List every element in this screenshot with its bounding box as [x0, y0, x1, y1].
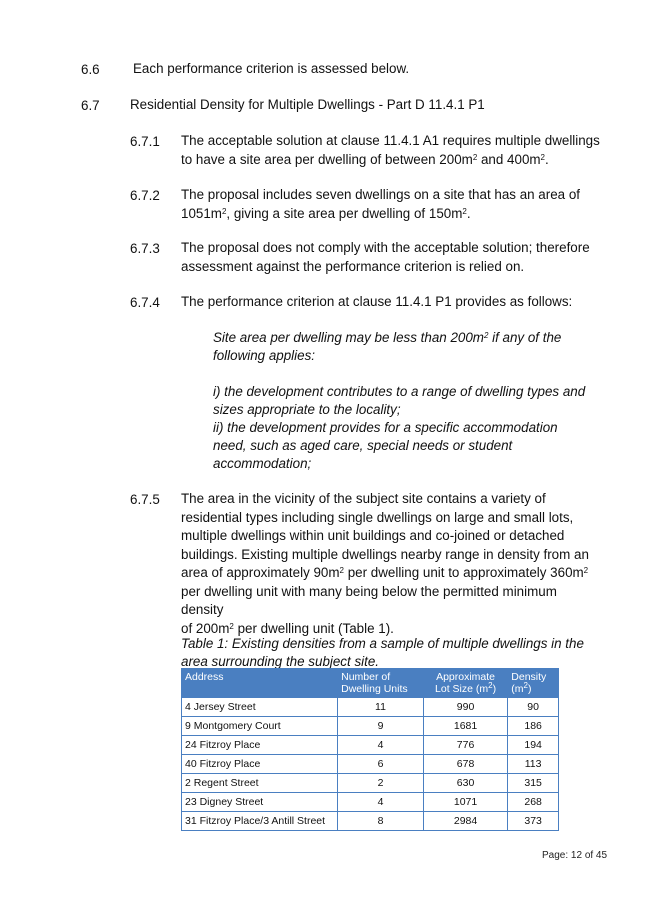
section-6-7-heading: Residential Density for Multiple Dwellings - Part D 11.4.1 P1	[130, 97, 485, 112]
cell-density: 186	[508, 717, 559, 736]
table-row	[182, 812, 559, 831]
cell-lot-size: 630	[423, 774, 507, 793]
cell-address: 4 Jersey Street	[182, 698, 338, 717]
cell-density: 268	[508, 793, 559, 812]
section-number-6-7-3: 6.7.3	[130, 241, 160, 256]
section-6-7-2-text: The proposal includes seven dwellings on a site that has an area of $1051m^2$, giving a site area per dwelling of $150m^2$.	[181, 187, 580, 221]
table-row	[182, 755, 559, 774]
cell-lot-size: 776	[423, 736, 507, 755]
table-caption: Table 1: Existing densities from a sample of multiple dwellings in the area surrounding the subject site.	[181, 636, 584, 669]
table-row	[182, 793, 559, 812]
cell-units: 4	[338, 736, 424, 755]
cell-lot-size: 678	[423, 755, 507, 774]
cell-units: 9	[338, 717, 424, 736]
cell-units: 8	[338, 812, 424, 831]
table-header-row	[182, 669, 559, 698]
header-dwelling-units: Number of Dwelling Units	[338, 669, 424, 698]
cell-units: 2	[338, 774, 424, 793]
cell-density: 315	[508, 774, 559, 793]
cell-units: 4	[338, 793, 424, 812]
section-number-6-7-4: 6.7.4	[130, 295, 160, 310]
section-number-6-7: 6.7	[81, 98, 100, 113]
cell-lot-size: 1071	[423, 793, 507, 812]
header-density: Density $(m^2)$	[508, 669, 559, 698]
page-number-footer: Page: 12 of 45	[542, 850, 608, 861]
table-row	[182, 736, 559, 755]
cell-address: 2 Regent Street	[182, 774, 338, 793]
section-number-6-7-2: 6.7.2	[130, 188, 160, 203]
cell-lot-size: 990	[423, 698, 507, 717]
section-6-6-text: Each performance criterion is assessed below.	[133, 61, 410, 76]
section-6-7-3-text: The proposal does not comply with the acceptable solution; therefore assessment against the performance criterion is relied on.	[181, 240, 590, 274]
cell-density: 373	[508, 812, 559, 831]
cell-address: 23 Digney Street	[182, 793, 338, 812]
cell-density: 90	[508, 698, 559, 717]
cell-address: 24 Fitzroy Place	[182, 736, 338, 755]
cell-lot-size: 2984	[423, 812, 507, 831]
table-row	[182, 698, 559, 717]
cell-address: 9 Montgomery Court	[182, 717, 338, 736]
cell-address: 40 Fitzroy Place	[182, 755, 338, 774]
cell-density: 194	[508, 736, 559, 755]
performance-criterion-quote: Site area per dwelling may be less than $200m^2$ if any of the following applies: i) the development contributes to a range of dwelling types and sizes appropriate to the locality; ii) the development provides for a specific accommodation need, such as aged care, special needs or student accommodation;	[213, 330, 586, 471]
table-row	[182, 774, 559, 793]
cell-address: 31 Fitzroy Place/3 Antill Street	[182, 812, 338, 831]
header-lot-size: Approximate Lot Size $(m^2)$	[423, 669, 507, 698]
section-number-6-6: 6.6	[81, 62, 100, 77]
section-number-6-7-5: 6.7.5	[130, 492, 160, 507]
section-number-6-7-1: 6.7.1	[130, 134, 160, 149]
cell-units: 11	[338, 698, 424, 717]
cell-lot-size: 1681	[423, 717, 507, 736]
header-address: Address	[182, 669, 338, 698]
cell-units: 6	[338, 755, 424, 774]
table-row	[182, 717, 559, 736]
section-6-7-4-text: The performance criterion at clause 11.4.1 P1 provides as follows:	[181, 294, 573, 309]
density-table	[181, 668, 559, 831]
cell-density: 113	[508, 755, 559, 774]
section-6-7-5-text: The area in the vicinity of the subject site contains a variety of residential types including single dwellings on large and small lots, multiple dwellings within unit buildings and co-joined or detached buildings. Existing multiple dwellings nearby range in density from an area of approximately $90m^2$ per dwelling unit to approximately $360m^2$ per dwelling unit with many being below the permitted minimum density of $200m^2$ per dwelling unit (Table 1).	[181, 491, 589, 636]
section-6-7-1-text: The acceptable solution at clause 11.4.1 A1 requires multiple dwellings to have a site area per dwelling of between $200m^2$ and $400m^2$.	[181, 133, 600, 167]
